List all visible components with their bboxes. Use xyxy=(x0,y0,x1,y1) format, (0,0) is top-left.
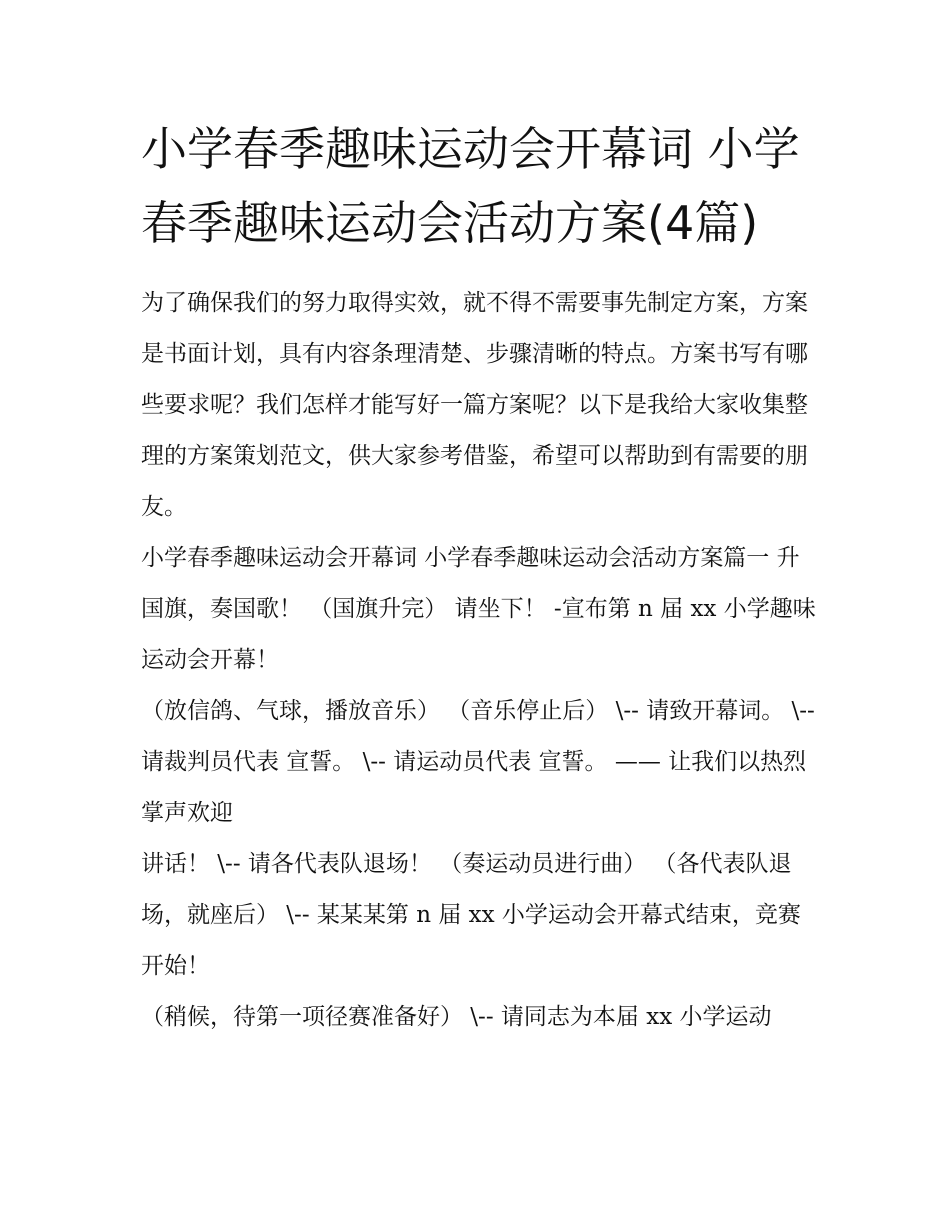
body-paragraph: （稍候，待第一项径赛准备好） \-- 请同志为本届 xx 小学运动 xyxy=(141,1004,772,1030)
document-content xyxy=(141,112,816,1043)
body-paragraph: （放信鸽、气球，播放音乐） （音乐停止后） \-- 请致开幕词。 \-- 请裁判员代表 宣誓。 \-- 请运动员代表 宣誓。 —— 让我们以热烈掌声欢迎 xyxy=(141,698,815,826)
body-paragraph: 讲话！ \-- 请各代表队退场！ （奏运动员进行曲） （各代表队退场，就座后） \-- 某某某第 n 届 xx 小学运动会开幕式结束，竞赛开始！ xyxy=(141,851,801,979)
intro-paragraph: 为了确保我们的努力取得实效，就不得不需要事先制定方案，方案是书面计划，具有内容条理清楚、步骤清晰的特点。方案书写有哪些要求呢？我们怎样才能写好一篇方案呢？以下是我给大家收集整理的方案策划范文，供大家参考借鉴，希望可以帮助到有需要的朋友。 xyxy=(141,290,808,520)
body-paragraph: 小学春季趣味运动会开幕词 小学春季趣味运动会活动方案篇一 升国旗，奏国歌！ （国旗升完） 请坐下！ -宣布第 n 届 xx 小学趣味运动会开幕！ xyxy=(141,545,816,673)
document-title: 小学春季趣味运动会开幕词 小学春季趣味运动会活动方案(4篇) xyxy=(141,122,800,250)
